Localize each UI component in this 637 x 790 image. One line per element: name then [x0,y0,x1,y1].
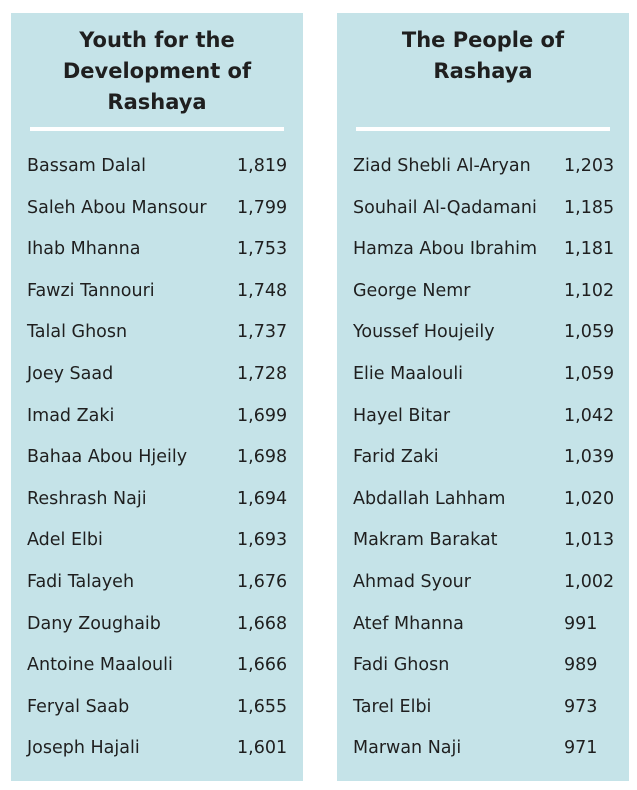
candidate-list [11,146,303,770]
candidate-row [11,520,303,562]
candidate-name: Feryal Saab [27,696,130,717]
candidate-votes: 1,728 [237,363,288,384]
candidate-name: Tarel Elbi [353,696,432,717]
candidate-votes: 1,819 [237,156,288,176]
candidate-row [11,188,303,230]
candidate-votes: 1,181 [564,239,615,260]
candidate-votes: 1,694 [237,488,288,509]
candidate-name: Antoine Maalouli [27,655,173,676]
candidate-row [337,728,629,770]
candidate-name: Fadi Talayeh [27,571,135,592]
candidate-name: Hamza Abou Ibrahim [353,239,538,260]
candidate-name: Abdallah Lahham [353,488,506,509]
candidate-votes: 1,102 [564,280,615,301]
candidate-name: Fawzi Tannouri [27,280,155,301]
candidate-votes: 1,748 [237,280,288,301]
candidate-row [11,271,303,313]
panel-title-line: Youth for the [79,28,235,52]
candidate-row [337,146,629,188]
candidate-votes: 1,203 [564,156,615,176]
candidate-name: Joey Saad [27,363,114,384]
candidate-votes: 1,655 [237,696,288,717]
candidate-votes: 1,666 [237,655,288,676]
candidate-row [337,312,629,354]
candidate-votes: 1,693 [237,530,288,551]
title-divider [356,127,610,131]
candidate-row [11,312,303,354]
candidate-row [337,229,629,271]
candidate-name: Adel Elbi [27,530,103,551]
candidate-row [337,188,629,230]
panel-title [337,25,629,87]
candidate-name: Ahmad Syour [353,571,471,592]
candidate-votes: 1,185 [564,197,615,218]
candidate-name: Makram Barakat [353,530,498,551]
candidate-row [11,604,303,646]
candidate-name: George Nemr [353,280,471,301]
candidate-row [11,728,303,770]
panel-title-line: Rashaya [107,90,207,114]
candidate-votes: 1,676 [237,571,288,592]
candidate-votes: 1,039 [564,447,615,468]
candidate-votes: 1,601 [237,738,288,759]
panel-title-line: Development of [62,59,252,83]
candidate-votes: 1,020 [564,488,615,509]
candidate-row [337,437,629,479]
candidate-row [337,520,629,562]
candidate-name: Farid Zaki [353,447,439,468]
list-panel-people-of-rashaya [337,13,629,781]
candidate-row [337,396,629,438]
candidate-row [337,479,629,521]
candidate-name: Hayel Bitar [353,405,451,426]
candidate-votes: 1,002 [564,571,615,592]
candidate-name: Saleh Abou Mansour [27,197,207,218]
candidate-name: Fadi Ghosn [353,655,450,676]
candidate-row [11,229,303,271]
candidate-votes: 1,799 [237,197,288,218]
candidate-votes: 1,699 [237,405,288,426]
candidate-name: Bassam Dalal [27,156,146,176]
candidate-name: Elie Maalouli [353,363,464,384]
candidate-row [11,479,303,521]
candidate-row [337,562,629,604]
candidate-name: Ziad Shebli Al-Aryan [353,156,531,176]
candidate-row [337,354,629,396]
panel-title-line: Rashaya [433,59,533,83]
candidate-name: Reshrash Naji [27,488,147,509]
candidate-votes: 971 [564,738,598,759]
candidate-row [11,354,303,396]
candidate-votes: 1,059 [564,363,615,384]
candidate-name: Atef Mhanna [353,613,464,634]
candidate-name: Imad Zaki [27,405,115,426]
candidate-votes: 1,698 [237,447,288,468]
candidate-name: Bahaa Abou Hjeily [27,447,188,468]
panel-title-line: The People of [401,28,565,52]
candidate-row [11,437,303,479]
panel-title [11,25,303,118]
candidate-votes: 1,753 [237,239,288,260]
candidate-name: Dany Zoughaib [27,613,161,634]
candidate-name: Talal Ghosn [27,322,128,343]
candidate-list [337,146,629,770]
candidate-name: Youssef Houjeily [353,322,495,343]
list-panel-youth-for-development [11,13,303,781]
candidate-votes: 1,668 [237,613,288,634]
candidate-votes: 1,737 [237,322,288,343]
candidate-votes: 973 [564,696,598,717]
candidate-name: Marwan Naji [353,738,462,759]
candidate-name: Joseph Hajali [27,738,140,759]
candidate-row [11,562,303,604]
candidate-row [337,687,629,729]
candidate-name: Souhail Al-Qadamani [353,197,537,218]
candidate-row [337,645,629,687]
candidate-row [11,687,303,729]
title-divider [30,127,284,131]
candidate-votes: 1,042 [564,405,615,426]
candidate-row [11,396,303,438]
candidate-votes: 989 [564,655,598,676]
candidate-row [337,604,629,646]
candidate-row [11,146,303,188]
candidate-votes: 1,059 [564,322,615,343]
candidate-row [11,645,303,687]
candidate-votes: 1,013 [564,530,615,551]
candidate-name: Ihab Mhanna [27,239,141,260]
candidate-row [337,271,629,313]
candidate-votes: 991 [564,613,598,634]
